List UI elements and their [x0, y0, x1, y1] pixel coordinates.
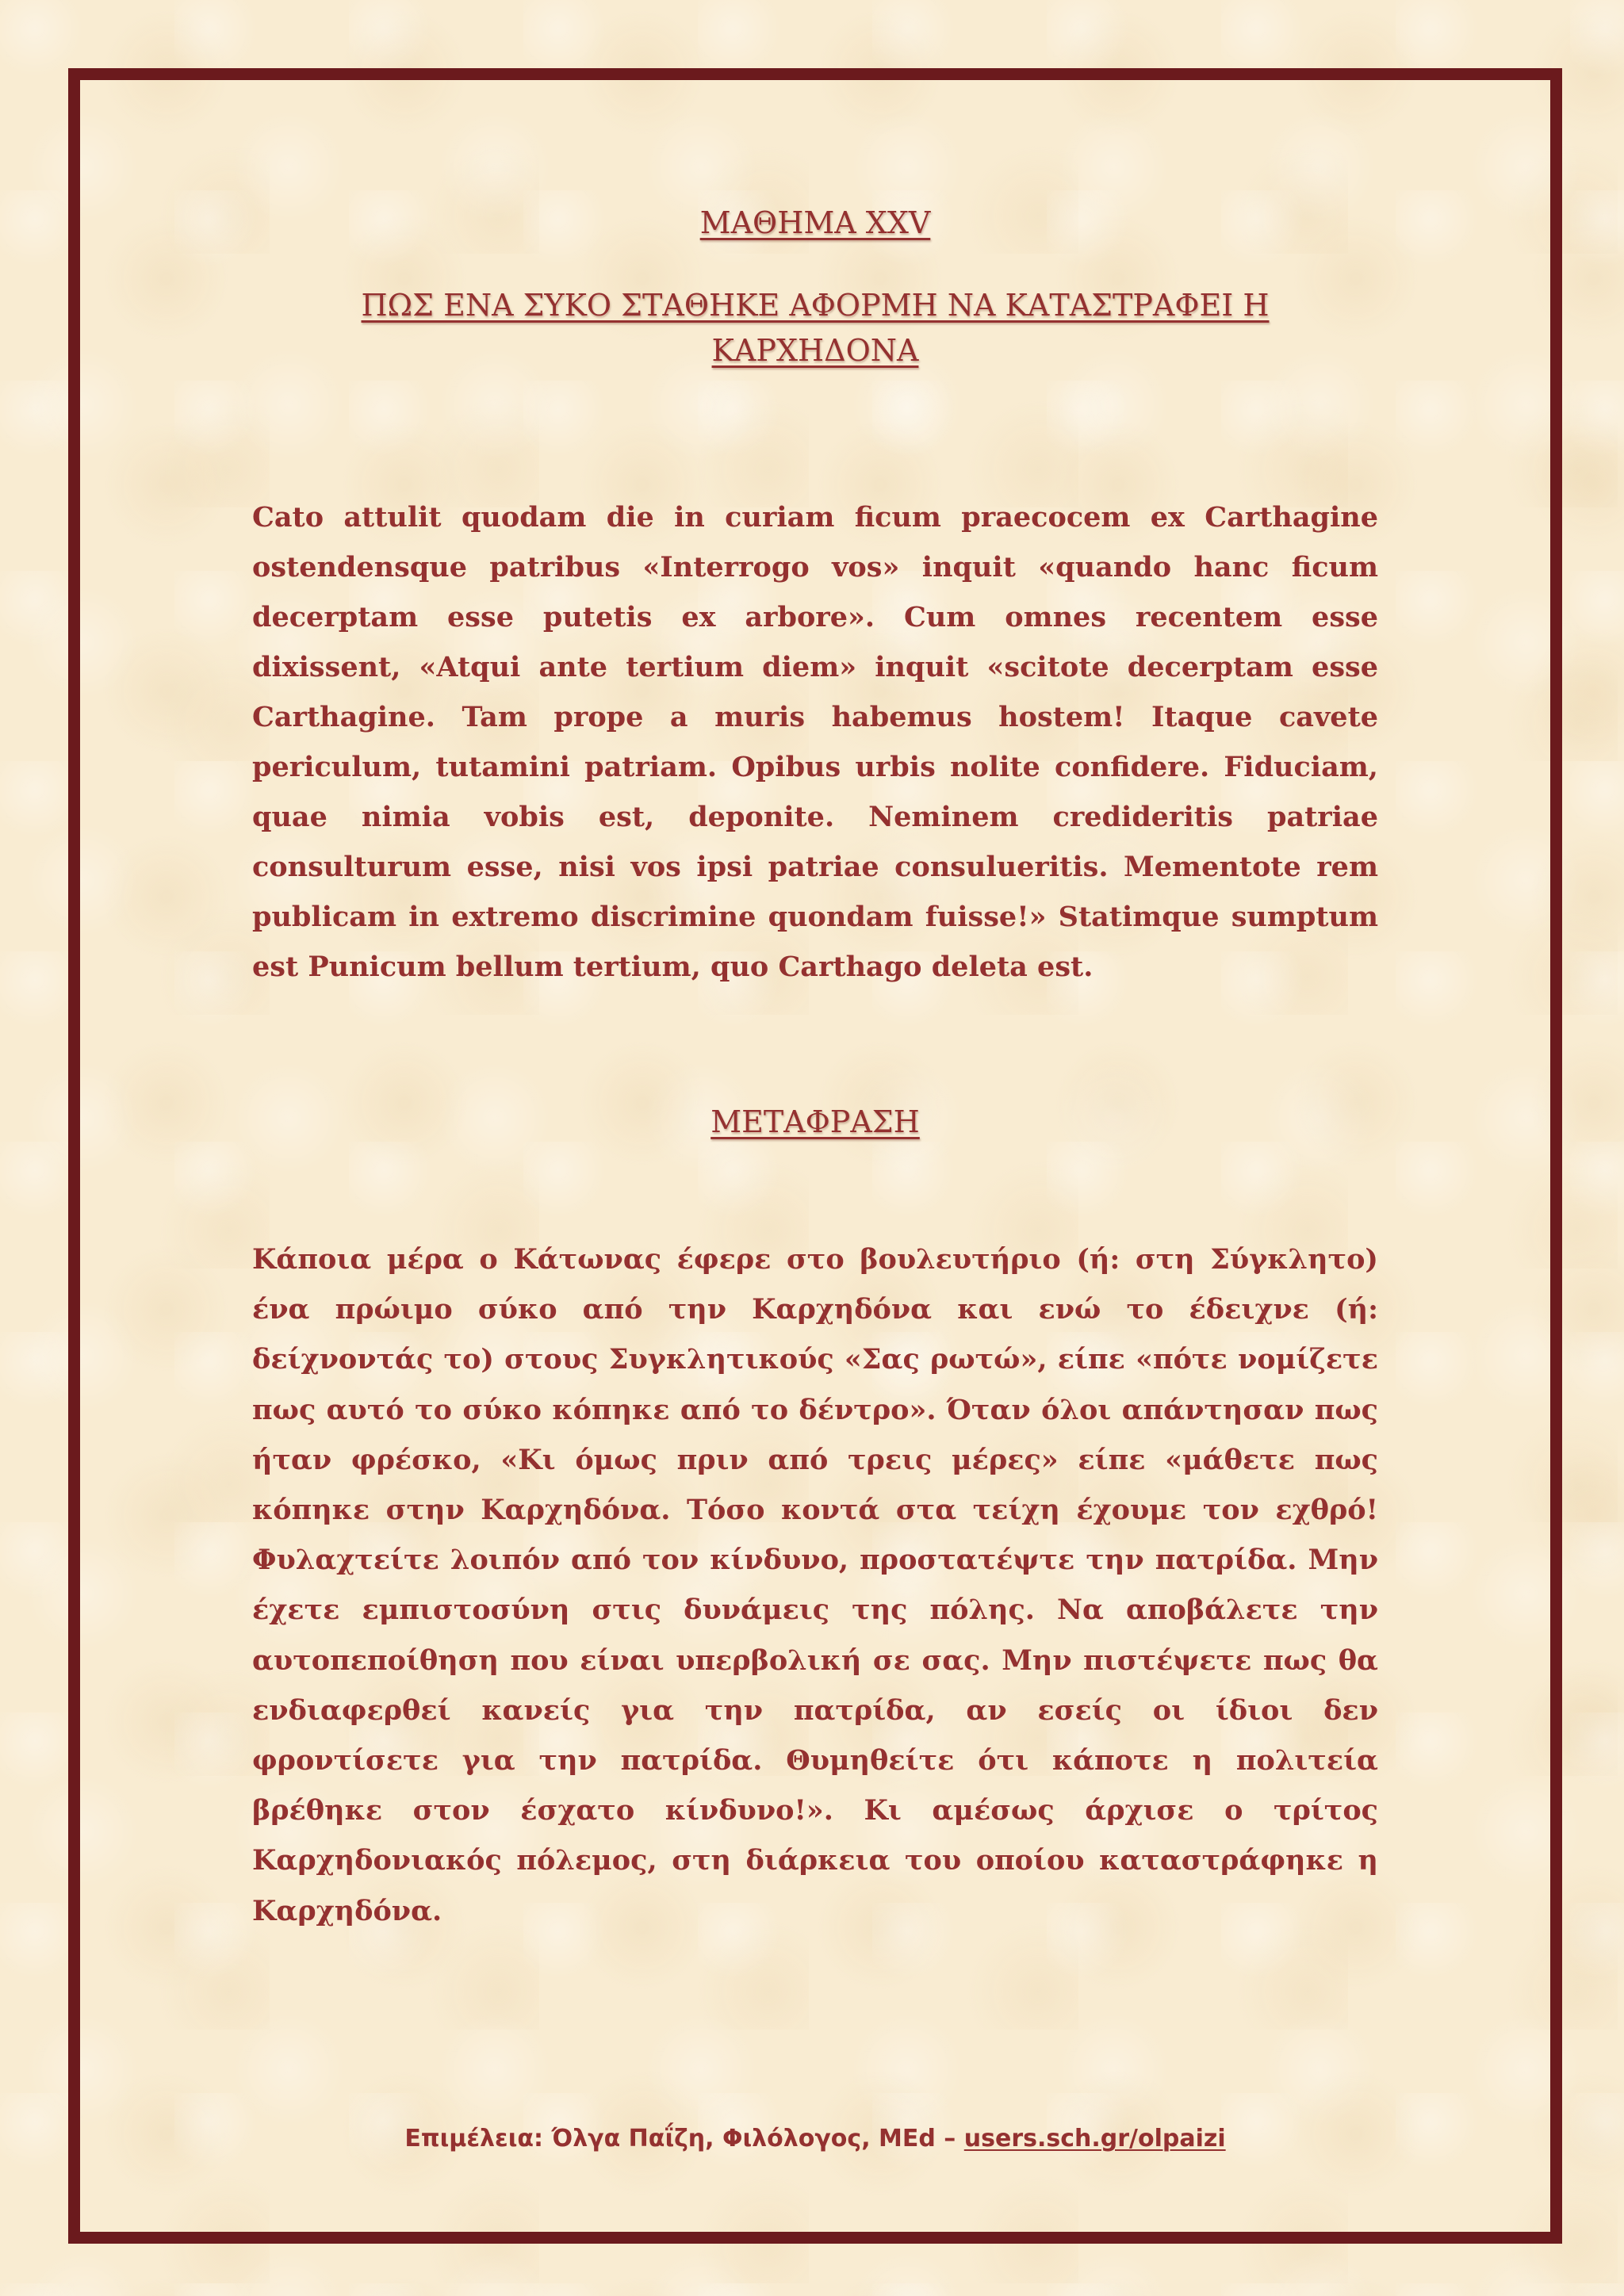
lesson-title: ΜΑΘΗΜΑ XXV — [699, 205, 931, 240]
lesson-subtitle: ΠΩΣ ΕΝΑ ΣΥΚΟ ΣΤΑΘΗΚΕ ΑΦΟΡΜΗ ΝΑ ΚΑΤΑΣΤΡΑΦΕΙ Η ΚΑΡΧΗΔΟΝΑ — [361, 288, 1270, 368]
footer-credit-text: Επιμέλεια: Όλγα Παΐζη, Φιλόλογος, MEd – — [404, 2125, 964, 2152]
page-content — [80, 80, 1550, 2232]
translation-heading: ΜΕΤΑΦΡΑΣΗ — [710, 1104, 920, 1139]
page-frame — [68, 68, 1562, 2244]
latin-text: Cato attulit quodam die in curiam ficum praecocem ex Carthagine ostendensque patribus «Interrogo vos» inquit «quando hanc ficum decerptam esse putetis ex arbore». Cum omnes recentem esse dixissent, «Atqui ante tertium diem» inquit «scitote decerptam esse Carthagine. Tam prope a muris habemus hostem! Itaque cavete periculum, tutamini patriam. Opibus urbis nolite confidere. Fiduciam, quae nimia vobis est, deponite. Neminem credideritis patriae consulturum esse, nisi vos ipsi patriae consulueritis. Mementote rem publicam in extremo discrimine quondam fuisse!» Statimque sumptum est Punicum bellum tertium, quo Carthago deleta est. — [252, 501, 1378, 983]
footer-credit — [80, 2123, 1550, 2155]
translation-text: Κάποια μέρα ο Κάτωνας έφερε στο βουλευτήριο (ή: στη Σύγκλητο) ένα πρώιμο σύκο από την Καρχηδόνα και ενώ το έδειχνε (ή: δείχνοντάς το) στους Συγκλητικούς «Σας ρωτώ», είπε «πότε νομίζετε πως αυτό το σύκο κόπηκε από το δέντρο». Όταν όλοι απάντησαν πως ήταν φρέσκο, «Κι όμως πριν από τρεις μέρες» είπε «μάθετε πως κόπηκε στην Καρχηδόνα. Τόσο κοντά στα τείχη έχουμε τον εχθρό! Φυλαχτείτε λοιπόν από τον κίνδυνο, προστατέψτε την πατρίδα. Μην έχετε εμπιστοσύνη στις δυνάμεις της πόλης. Να αποβάλετε την αυτοπεποίθηση που είναι υπερβολική σε σας. Μην πιστέψετε πως θα ενδιαφερθεί κανείς για την πατρίδα, αν εσείς οι ίδιοι δεν φροντίσετε για την πατρίδα. Θυμηθείτε ότι κάποτε η πολιτεία βρέθηκε στον έσχατο κίνδυνο!». Κι αμέσως άρχισε ο τρίτος Καρχηδονιακός πόλεμος, στη διάρκεια του οποίου καταστράφηκε η Καρχηδόνα. — [252, 1243, 1378, 1927]
footer-link[interactable]: users.sch.gr/olpaizi — [963, 2125, 1226, 2152]
